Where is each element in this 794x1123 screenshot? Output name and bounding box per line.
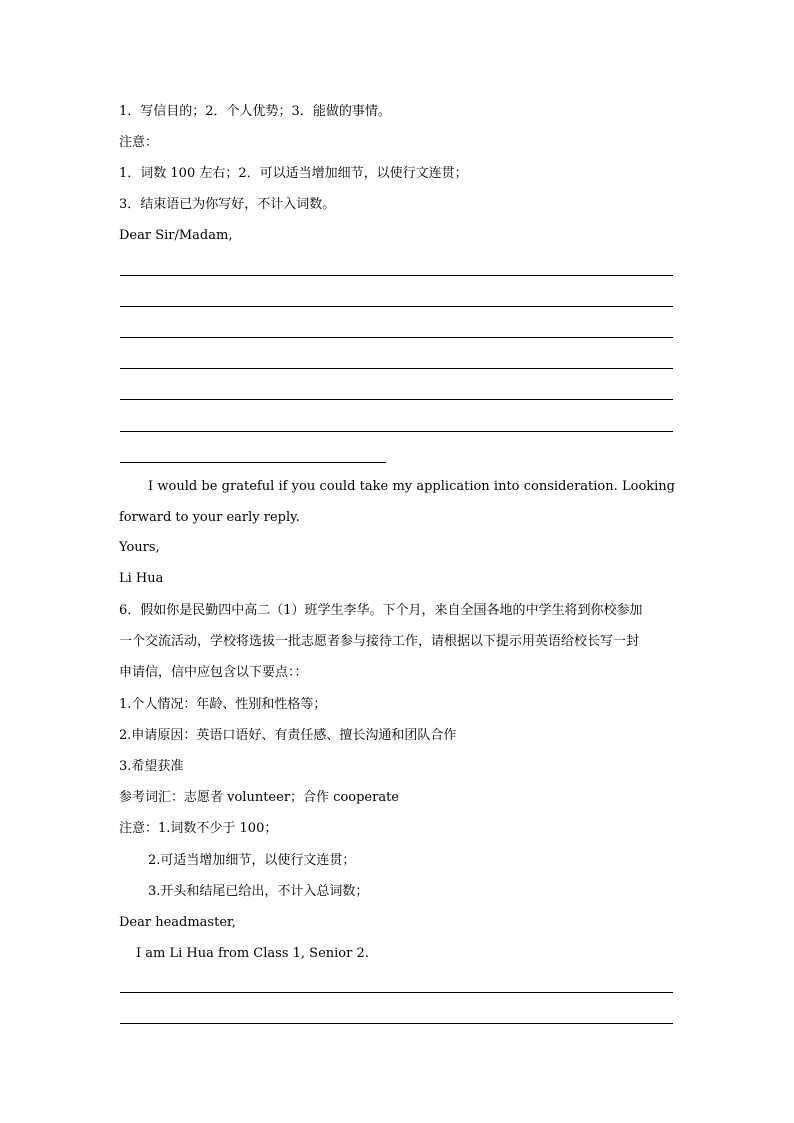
point-1: 1.个人情况：年龄、性别和性格等； bbox=[119, 697, 327, 712]
note-label: 注意： bbox=[119, 135, 159, 150]
point-2: 2.申请原因：英语口语好、有责任感、擅长沟通和团队合作 bbox=[119, 728, 457, 743]
question-line-2: 一个交流活动，学校将选拔一批志愿者参与接待工作，请根据以下提示用英语给校长写一封 bbox=[119, 634, 640, 649]
writing-line bbox=[120, 337, 673, 338]
letter-greeting-2: Dear headmaster, bbox=[119, 915, 236, 930]
note-item-3: 3．结束语已为你写好，不计入词数。 bbox=[119, 197, 336, 212]
question-line-1: 6．假如你是民勤四中高二（1）班学生李华。下个月，来自全国各地的中学生将到你校参加 bbox=[119, 603, 643, 618]
vocab-hint: 参考词汇：志愿者 volunteer；合作 cooperate bbox=[119, 790, 399, 805]
writing-line bbox=[120, 306, 673, 307]
writing-line bbox=[120, 1023, 673, 1024]
note-3: 3.开头和结尾已给出，不计入总词数； bbox=[148, 884, 369, 899]
writing-line bbox=[120, 368, 673, 369]
point-3: 3.希望获准 bbox=[119, 759, 184, 774]
sign-off: Yours, bbox=[119, 540, 160, 555]
requirements-line: 1．写信目的；2．个人优势；3．能做的事情。 bbox=[119, 104, 391, 119]
note-2: 2.可适当增加细节，以使行文连贯； bbox=[148, 853, 356, 868]
letter-opening: I am Li Hua from Class 1, Senior 2. bbox=[136, 946, 369, 961]
letter-greeting: Dear Sir/Madam, bbox=[119, 228, 233, 243]
writing-line bbox=[120, 992, 673, 993]
note-1: 注意：1.词数不少于 100； bbox=[119, 821, 278, 836]
writing-line-short bbox=[120, 462, 386, 463]
question-line-3: 申请信，信中应包含以下要点：： bbox=[119, 665, 308, 680]
writing-line bbox=[120, 399, 673, 400]
writing-line bbox=[120, 431, 673, 432]
note-item-1-2: 1．词数 100 左右；2．可以适当增加细节，以使行文连贯； bbox=[119, 166, 468, 181]
signature: Li Hua bbox=[119, 571, 164, 586]
writing-line bbox=[120, 275, 673, 276]
closing-paragraph: I would be grateful if you could take my application into consideration. Looking forward to your early reply. bbox=[119, 479, 675, 525]
